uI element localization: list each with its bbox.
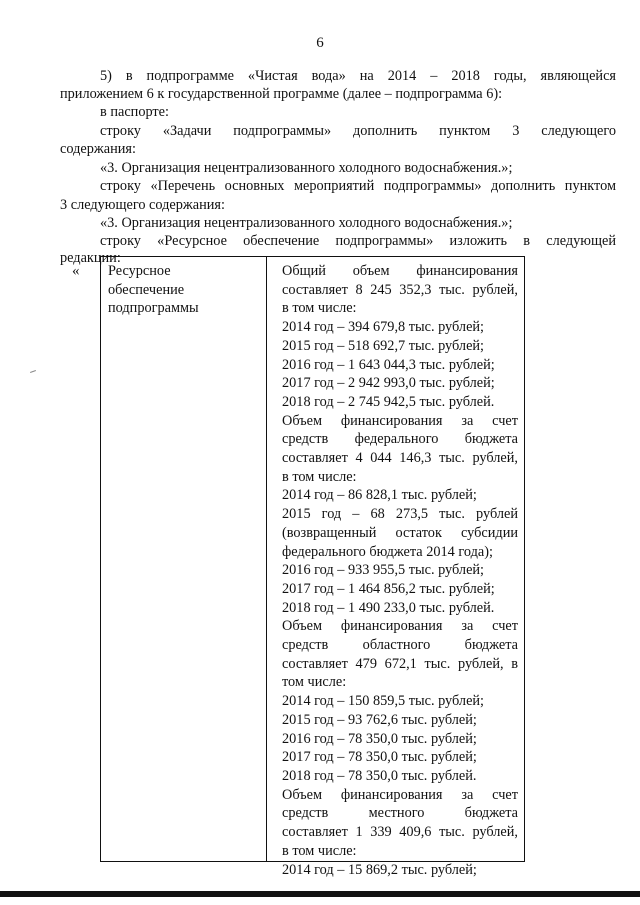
table-right-line: в том числе:	[282, 300, 357, 317]
table-right-line: составляет 8 245 352,3 тыс. рублей,	[282, 281, 518, 298]
paragraph-5-line-1: 5) в подпрограмме «Чистая вода» на 2014 – 2018 годы, являющейся	[100, 68, 616, 84]
table-right-line: составляет 1 339 409,6 тыс. рублей,	[282, 824, 518, 841]
table-right-line: составляет 479 672,1 тыс. рублей, в	[282, 655, 518, 672]
table-right-line: 2014 год – 15 869,2 тыс. рублей;	[282, 861, 477, 878]
table-right-line: 2014 год – 86 828,1 тыс. рублей;	[282, 487, 477, 504]
table-left-line: Ресурсное	[108, 263, 171, 279]
paragraph-quote-1: «3. Организация нецентрализованного холодного водоснабжения.»;	[100, 160, 513, 176]
table-right-cell	[282, 262, 518, 879]
paragraph-measures-line-1: строку «Перечень основных мероприятий подпрограммы» дополнить пунктом	[100, 178, 616, 194]
paragraph-5-line-2: приложением 6 к государственной программе (далее – подпрограмма 6):	[60, 86, 503, 102]
table-right-line: 2018 год – 1 490 233,0 тыс. рублей.	[282, 599, 495, 616]
paragraph-tasks-line-1: строку «Задачи подпрограммы» дополнить пунктом 3 следующего	[100, 123, 616, 139]
table-left-line: подпрограммы	[108, 300, 199, 317]
table-right-line: (возвращенный остаток субсидии	[282, 524, 518, 541]
table-right-line: 2017 год – 2 942 993,0 тыс. рублей;	[282, 375, 495, 392]
paragraph-resources-line-1: строку «Ресурсное обеспечение подпрограммы» изложить в следующей	[100, 233, 616, 249]
table-right-line: 2018 год – 2 745 942,5 тыс. рублей.	[282, 393, 495, 410]
paragraph-tasks-line-2: содержания:	[60, 141, 136, 157]
paragraph-measures-line-2: 3 следующего содержания:	[60, 197, 225, 213]
table-right-line: в том числе:	[282, 842, 357, 859]
table-right-line: 2014 год – 394 679,8 тыс. рублей;	[282, 319, 485, 336]
table-right-line: средств местного бюджета	[282, 805, 518, 822]
table-right-line: 2015 год – 518 692,7 тыс. рублей;	[282, 337, 485, 354]
table-right-line: Объем финансирования за счет	[282, 412, 518, 429]
table-right-line: в том числе:	[282, 468, 357, 485]
scan-mark	[30, 370, 36, 373]
page-bottom-border	[0, 891, 640, 897]
table-right-line: Объем финансирования за счет	[282, 786, 518, 803]
table-right-line: Объем финансирования за счет	[282, 618, 518, 635]
table-right-line: средств федерального бюджета	[282, 431, 518, 448]
table-right-line: 2015 год – 93 762,6 тыс. рублей;	[282, 711, 477, 728]
table-right-line: 2016 год – 933 955,5 тыс. рублей;	[282, 562, 485, 579]
table-right-line: 2014 год – 150 859,5 тыс. рублей;	[282, 693, 485, 710]
table-right-line: Общий объем финансирования	[282, 263, 518, 279]
table-right-line: федерального бюджета 2014 года);	[282, 543, 493, 560]
table-left-line: обеспечение	[108, 281, 185, 298]
page-number: 6	[316, 35, 324, 51]
table-right-line: 2018 год – 78 350,0 тыс. рублей.	[282, 767, 477, 784]
table-column-divider	[266, 256, 267, 862]
table-right-line: 2016 год – 1 643 044,3 тыс. рублей;	[282, 356, 495, 373]
table-right-line: средств областного бюджета	[282, 637, 518, 654]
table-right-line: 2017 год – 78 350,0 тыс. рублей;	[282, 749, 477, 766]
table-right-line: 2016 год – 78 350,0 тыс. рублей;	[282, 730, 477, 747]
paragraph-passport: в паспорте:	[100, 104, 169, 120]
paragraph-quote-2: «3. Организация нецентрализованного холодного водоснабжения.»;	[100, 215, 513, 231]
table-right-line: 2015 год – 68 273,5 тыс. рублей	[282, 506, 518, 523]
opening-quote-mark: «	[72, 263, 80, 279]
paragraph-resources-line-2: редакции:	[60, 250, 121, 266]
table-right-line: составляет 4 044 146,3 тыс. рублей,	[282, 450, 518, 467]
table-right-line: 2017 год – 1 464 856,2 тыс. рублей;	[282, 580, 495, 597]
table-left-cell	[108, 262, 258, 318]
table-right-line: том числе:	[282, 674, 347, 691]
